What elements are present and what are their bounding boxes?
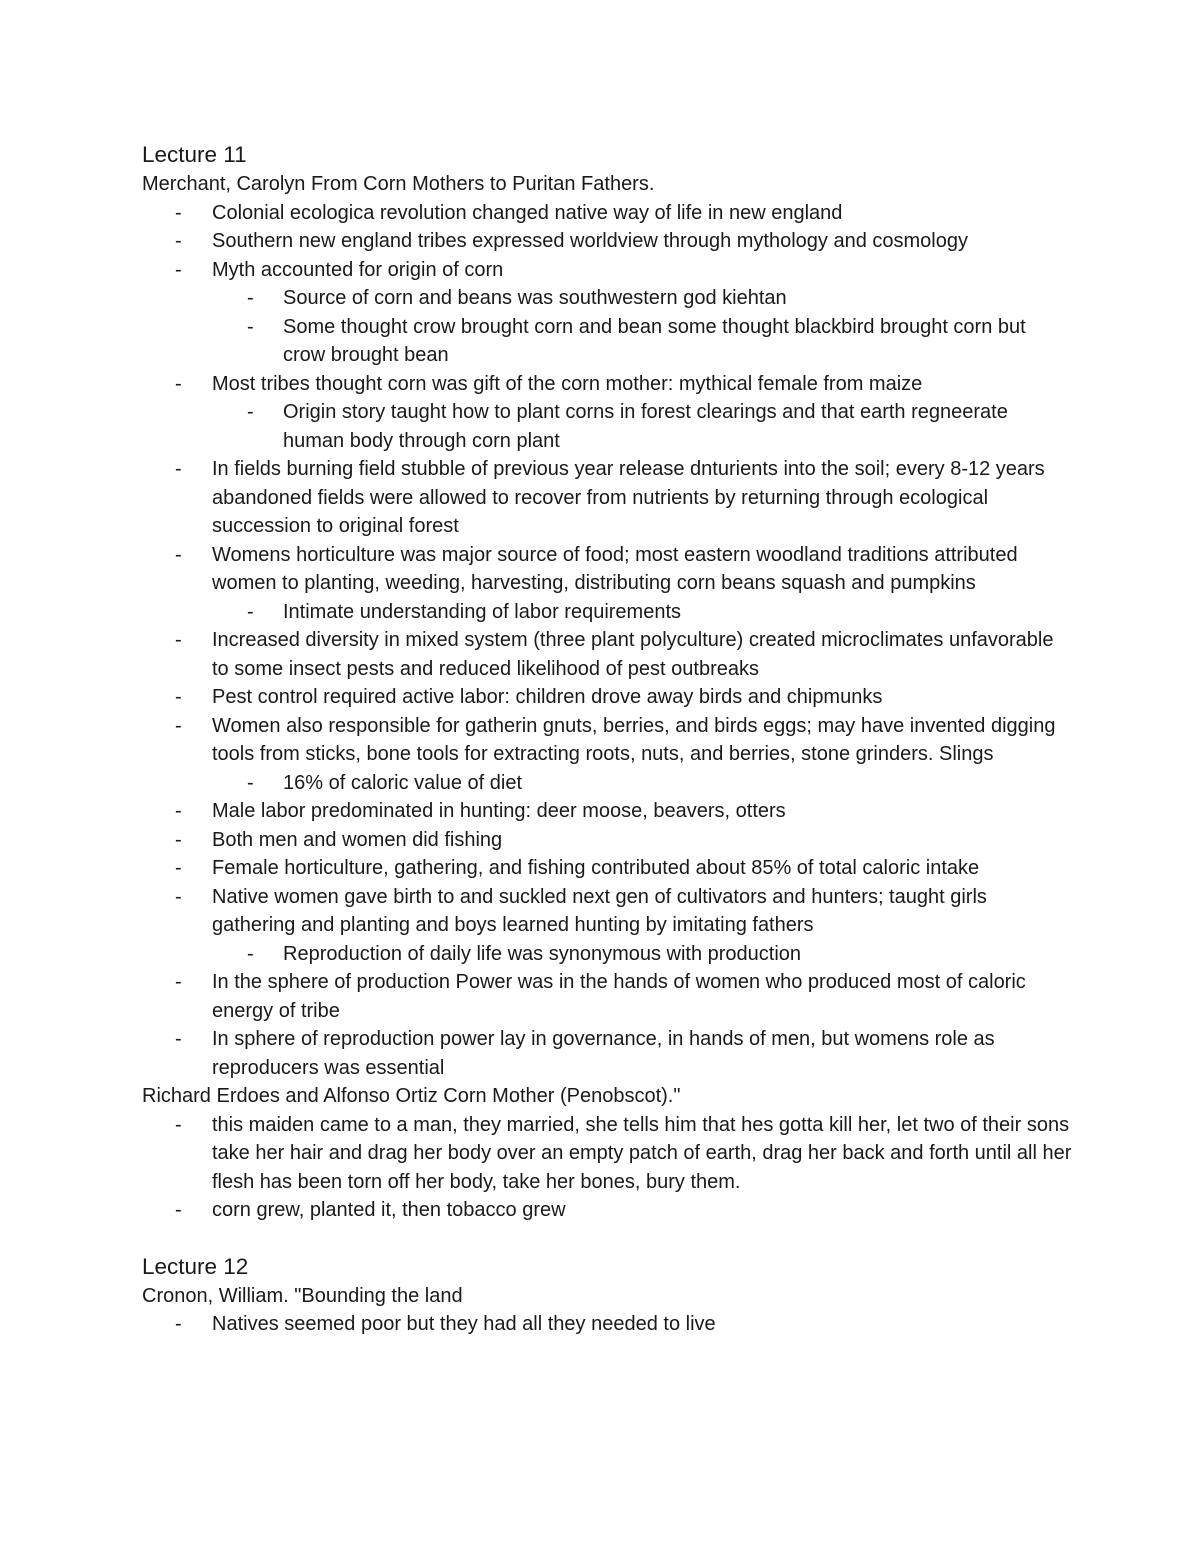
- bullet-dash: -: [175, 686, 182, 708]
- bullet-text: In fields burning field stubble of previous year release dnturients into the soil; every 8-12 years abandoned fields were allowed to recover from nutrients by returning through ecological succession to original forest: [212, 458, 1045, 537]
- bullet-text: Myth accounted for origin of corn: [212, 258, 504, 281]
- bullet-text: Male labor predominated in hunting: deer moose, beavers, otters: [212, 800, 786, 822]
- bullet-text: corn grew, planted it, then tobacco grew: [212, 1199, 566, 1221]
- bullet-dash: -: [175, 714, 182, 737]
- sub-bullet-item: [142, 598, 1072, 627]
- bullet-dash: -: [247, 401, 254, 423]
- bullet-dash: -: [175, 857, 182, 879]
- bullet-item: [142, 1310, 1072, 1339]
- bullet-text: Womens horticulture was major source of food; most eastern woodland traditions attributed women to planting, weeding, harvesting, distributing corn beans squash and pumpkins: [212, 543, 1018, 594]
- lecture-heading: Lecture 11: [142, 142, 247, 167]
- sub-bullet-text: Intimate understanding of labor requirements: [283, 600, 682, 623]
- bullet-item: [142, 712, 1072, 769]
- bullet-text: In the sphere of production Power was in the hands of women who produced most of caloric energy of tribe: [212, 971, 1026, 1022]
- bullet-text: Colonial ecologica revolution changed native way of life in new england: [212, 201, 843, 224]
- bullet-dash: -: [175, 543, 182, 566]
- bullet-dash: -: [175, 1028, 182, 1050]
- bullet-dash: -: [175, 201, 182, 224]
- bullet-item: [142, 370, 1072, 399]
- source-citation: Merchant, Carolyn From Corn Mothers to Puritan Fathers.: [142, 173, 655, 195]
- sub-bullet-text: 16% of caloric value of diet: [283, 771, 523, 794]
- sub-bullet-text: Some thought crow brought corn and bean some thought blackbird brought corn but crow brought bean: [283, 315, 1026, 366]
- bullet-text: Both men and women did fishing: [212, 828, 503, 851]
- bullet-dash: -: [175, 629, 182, 651]
- bullet-dash: -: [247, 771, 254, 794]
- bullet-item: [142, 1111, 1072, 1197]
- bullet-item: [142, 826, 1072, 855]
- sub-bullet-text: Origin story taught how to plant corns in forest clearings and that earth regneerate human body through corn plant: [283, 401, 1008, 452]
- bullet-dash: -: [175, 1113, 182, 1136]
- bullet-text: Female horticulture, gathering, and fishing contributed about 85% of total caloric intake: [212, 857, 980, 879]
- bullet-item: [142, 455, 1072, 541]
- sub-bullet-text: Source of corn and beans was southwestern god kiehtan: [283, 287, 787, 309]
- bullet-item: [142, 883, 1072, 940]
- bullet-item: [142, 626, 1072, 683]
- bullet-dash: -: [175, 458, 182, 480]
- bullet-item: [142, 541, 1072, 598]
- sub-bullet-item: [142, 769, 1072, 798]
- bullet-dash: -: [247, 315, 254, 338]
- bullet-item: [142, 1025, 1072, 1082]
- bullet-dash: -: [175, 230, 182, 252]
- bullet-dash: -: [175, 800, 182, 822]
- bullet-text: Native women gave birth to and suckled next gen of cultivators and hunters; taught girls gathering and planting and boys learned hunting by imitating fathers: [212, 885, 987, 936]
- section-spacer: [142, 1225, 1072, 1252]
- bullet-dash: -: [175, 1313, 182, 1335]
- bullet-dash: -: [175, 885, 182, 908]
- source-citation: Richard Erdoes and Alfonso Ortiz Corn Mother (Penobscot).": [142, 1085, 681, 1107]
- bullet-item: [142, 797, 1072, 826]
- sub-bullet-item: [142, 284, 1072, 313]
- bullet-text: Natives seemed poor but they had all they needed to live: [212, 1313, 716, 1335]
- bullet-text: this maiden came to a man, they married, she tells him that hes gotta kill her, let two of their sons take her hair and drag her body over an empty patch of earth, drag her back and forth until all her flesh has been torn off her body, take her bones, bury them.: [212, 1113, 1072, 1193]
- bullet-dash: -: [247, 942, 254, 965]
- bullet-item: [142, 227, 1072, 256]
- bullet-item: [142, 199, 1072, 228]
- sub-bullet-item: [142, 398, 1072, 455]
- bullet-text: Increased diversity in mixed system (three plant polyculture) created microclimates unfavorable to some insect pests and reduced likelihood of pest outbreaks: [212, 629, 1054, 680]
- bullet-text: In sphere of reproduction power lay in governance, in hands of men, but womens role as reproducers was essential: [212, 1028, 995, 1079]
- bullet-text: Women also responsible for gatherin gnuts, berries, and birds eggs; may have invented digging tools from sticks, bone tools for extracting roots, nuts, and berries, stone grinders. Slings: [212, 714, 1056, 765]
- bullet-text: Most tribes thought corn was gift of the corn mother: mythical female from maize: [212, 372, 923, 395]
- bullet-item: [142, 968, 1072, 1025]
- bullet-dash: -: [175, 258, 182, 281]
- bullet-dash: -: [175, 1199, 182, 1221]
- bullet-item: [142, 854, 1072, 883]
- sub-bullet-text: Reproduction of daily life was synonymous with production: [283, 942, 802, 965]
- sub-bullet-item: [142, 313, 1072, 370]
- bullet-dash: -: [175, 971, 182, 993]
- sub-bullet-item: [142, 940, 1072, 969]
- bullet-item: [142, 1196, 1072, 1225]
- lecture-heading: Lecture 12: [142, 1253, 249, 1279]
- bullet-dash: -: [175, 372, 182, 395]
- notes-page: [142, 140, 1072, 1339]
- bullet-dash: -: [175, 828, 182, 851]
- bullet-text: Southern new england tribes expressed worldview through mythology and cosmology: [212, 230, 968, 252]
- bullet-item: [142, 256, 1072, 285]
- bullet-text: Pest control required active labor: children drove away birds and chipmunks: [212, 686, 883, 708]
- bullet-dash: -: [247, 287, 254, 309]
- source-citation: Cronon, William. "Bounding the land: [142, 1284, 463, 1307]
- bullet-dash: -: [247, 600, 254, 623]
- bullet-item: [142, 683, 1072, 712]
